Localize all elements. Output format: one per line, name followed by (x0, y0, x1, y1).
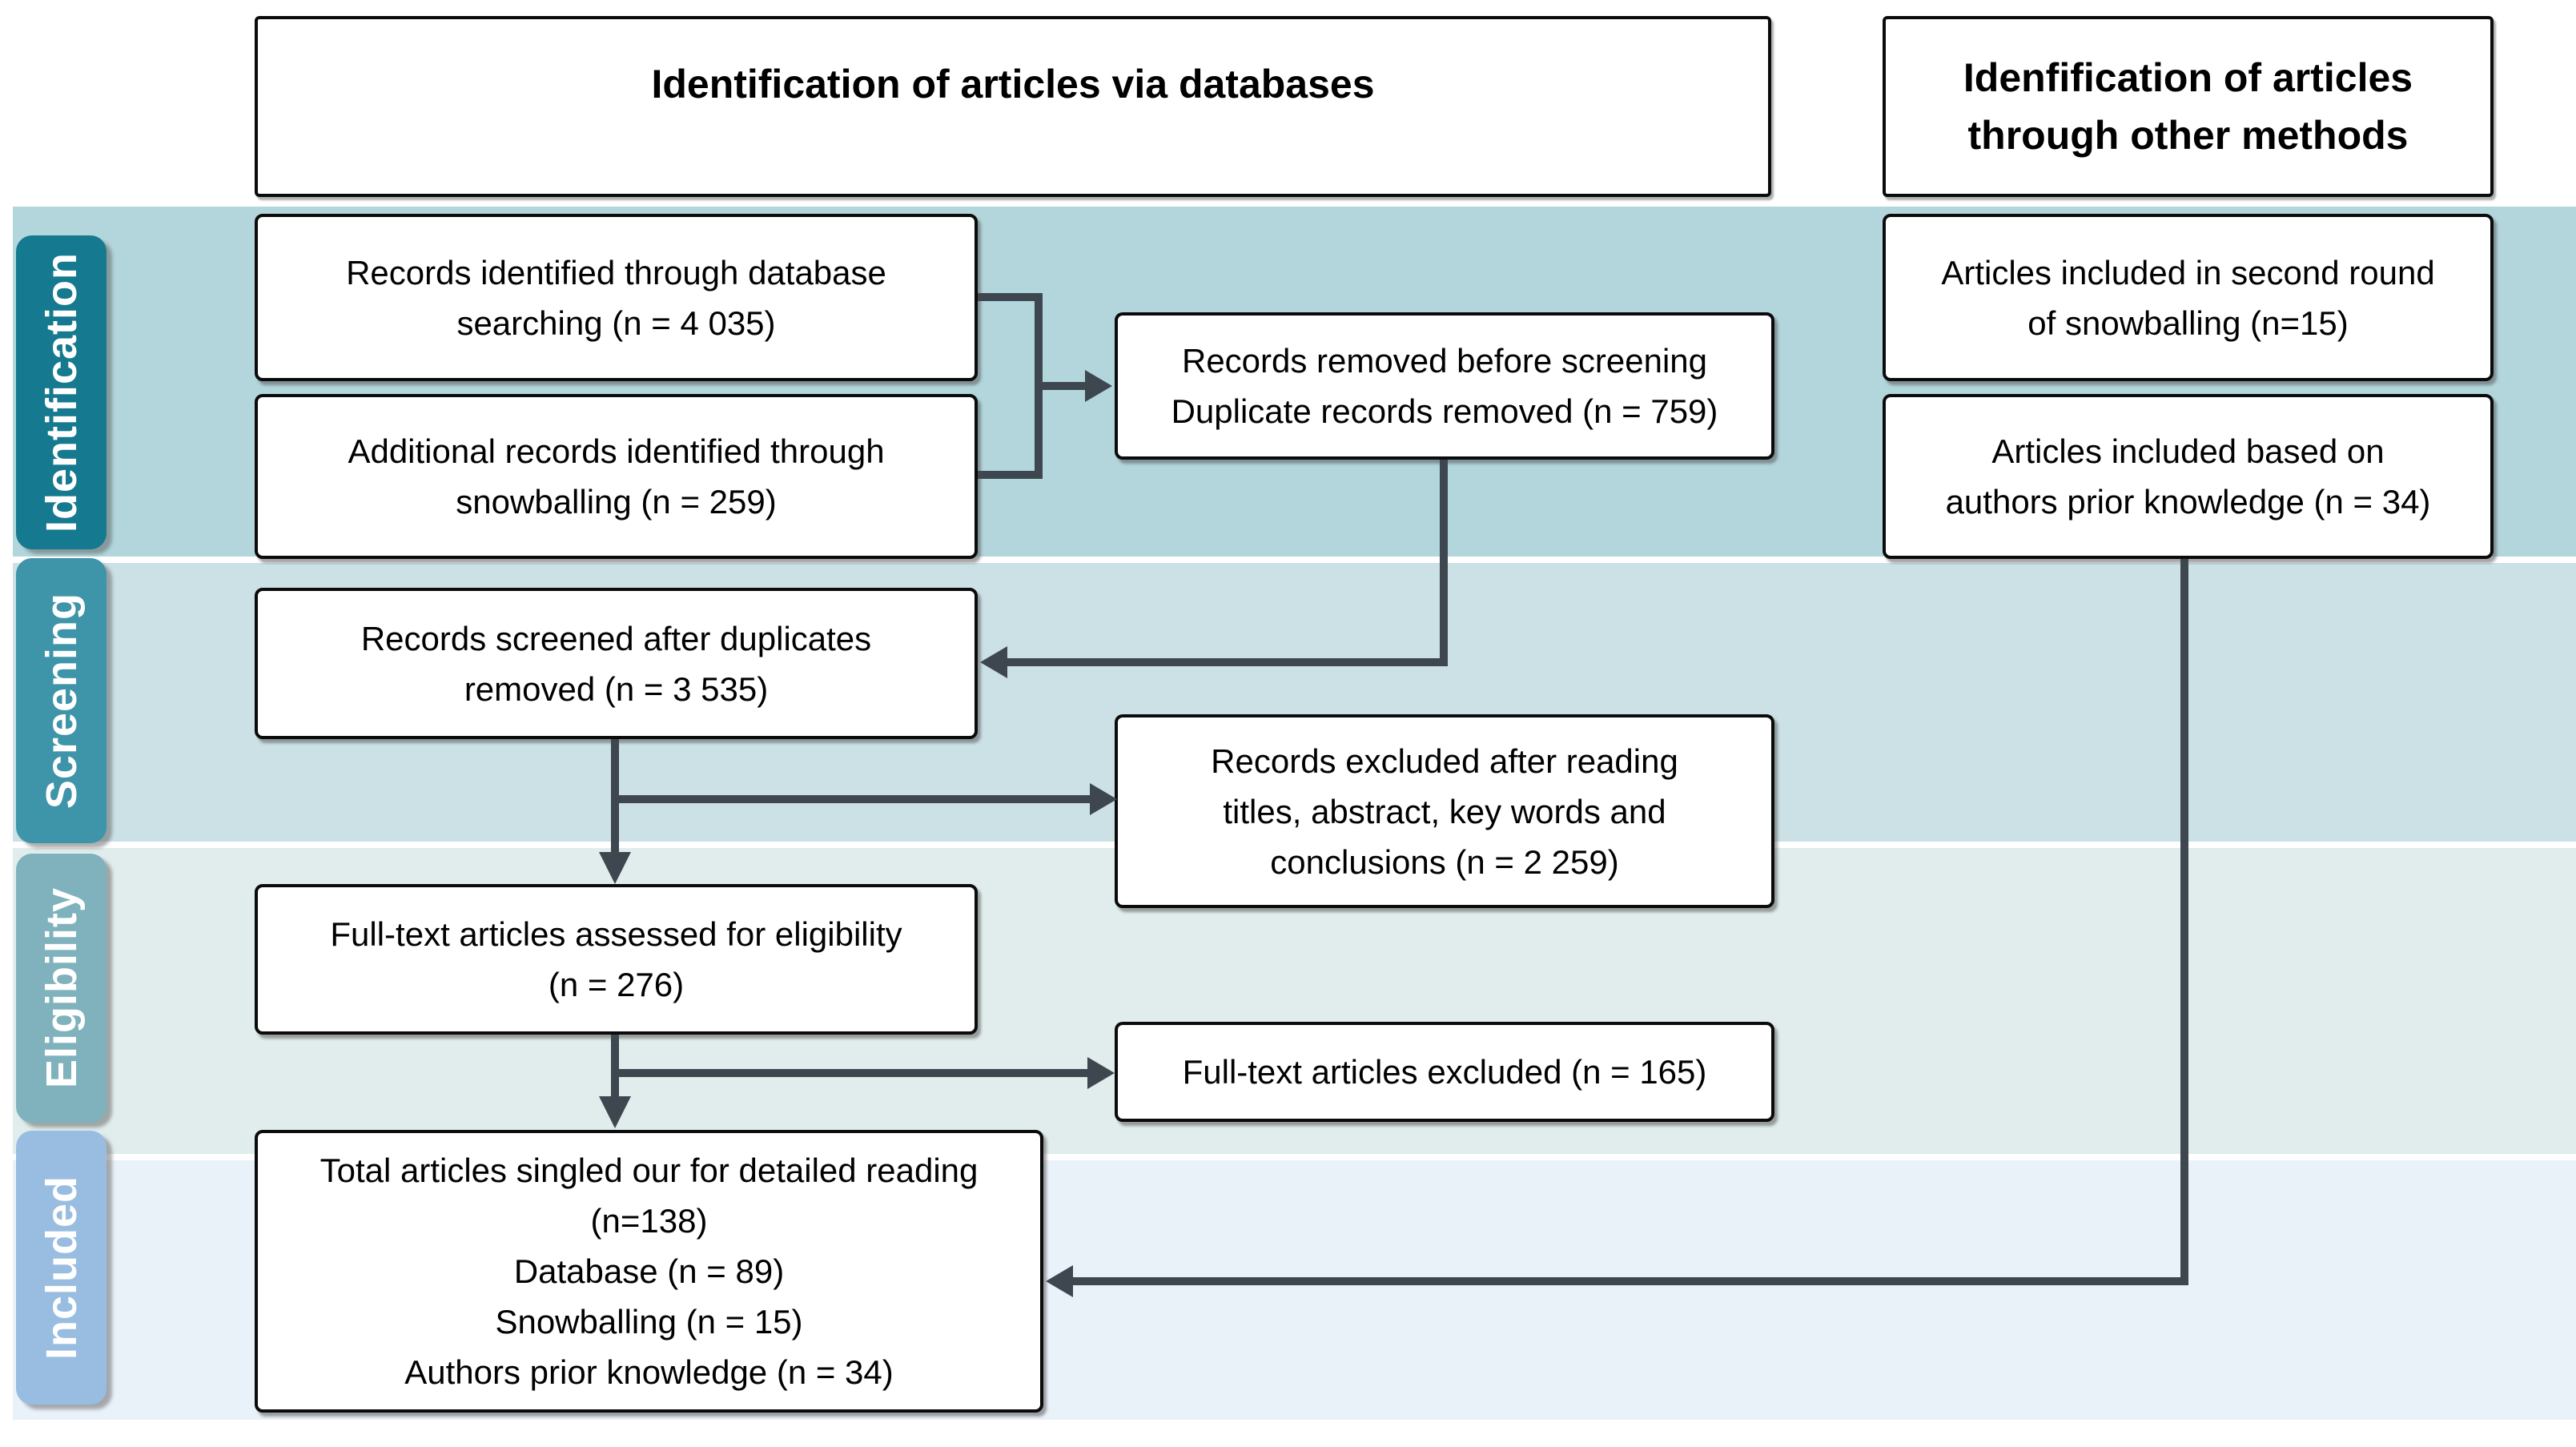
arrow-into-screened-head (978, 646, 1007, 678)
tab-eligibility-label: Eligibility (37, 887, 86, 1089)
connector-removed-down (1440, 460, 1448, 662)
box-snowballing-round2: Articles included in second round of snowballing (n=15) (1883, 214, 2494, 381)
header-other-methods (1883, 16, 2494, 197)
connector-removed-left (1003, 658, 1448, 666)
box-prior-knowledge: Articles included based on authors prior knowledge (n = 34) (1883, 394, 2494, 559)
arrow-into-ft-excluded-head (1087, 1057, 1117, 1089)
tab-identification (16, 235, 106, 549)
tab-screening (16, 558, 106, 843)
arrow-bracket-to-removed-head (1085, 370, 1115, 402)
connector-othermethods-down (2180, 559, 2188, 1285)
tab-identification-label: Identification (37, 252, 86, 533)
arrow-into-total-head (599, 1096, 631, 1131)
header-databases-label: Identification of articles via databases (651, 62, 1375, 107)
box-records-excluded: Records excluded after reading titles, abstract, key words and conclusions (n = 2 259) (1115, 714, 1774, 908)
header-other-methods-line1: Idenfification of articles (1963, 54, 2413, 100)
header-databases (255, 16, 1771, 197)
connector-branch-to-excluded (611, 795, 1091, 803)
box-fulltext-assessed: Full-text articles assessed for eligibility (n = 276) (255, 884, 978, 1035)
arrow-into-excluded-head (1090, 783, 1119, 815)
tab-eligibility (16, 854, 106, 1123)
connector-othermethods-left (1071, 1277, 2188, 1285)
tab-included-label: Included (37, 1175, 86, 1360)
box-fulltext-excluded: Full-text articles excluded (n = 165) (1115, 1022, 1774, 1122)
arrow-into-fulltext-head (599, 852, 631, 886)
arrow-bracket-to-removed-line (1039, 382, 1087, 390)
box-total-articles: Total articles singled our for detailed reading (n=138) Database (n = 89) Snowballing (n = 15) Authors prior knowledge (n = 34) (255, 1130, 1043, 1413)
box-additional-records: Additional records identified through snowballing (n = 259) (255, 394, 978, 559)
box-records-removed: Records removed before screening Duplicate records removed (n = 759) (1115, 312, 1774, 460)
tab-screening-label: Screening (37, 592, 86, 810)
connector-branch-to-ft-excluded (611, 1069, 1088, 1077)
connector-identified-to-bracket (978, 293, 1043, 301)
connector-additional-to-bracket (978, 471, 1043, 479)
box-records-screened: Records screened after duplicates removed (n = 3 535) (255, 588, 978, 739)
box-records-identified: Records identified through database searching (n = 4 035) (255, 214, 978, 381)
arrow-othermethods-into-total-head (1043, 1265, 1073, 1297)
tab-included (16, 1131, 106, 1405)
header-other-methods-line2: through other methods (1967, 113, 2409, 158)
connector-fulltext-down (611, 1035, 619, 1098)
